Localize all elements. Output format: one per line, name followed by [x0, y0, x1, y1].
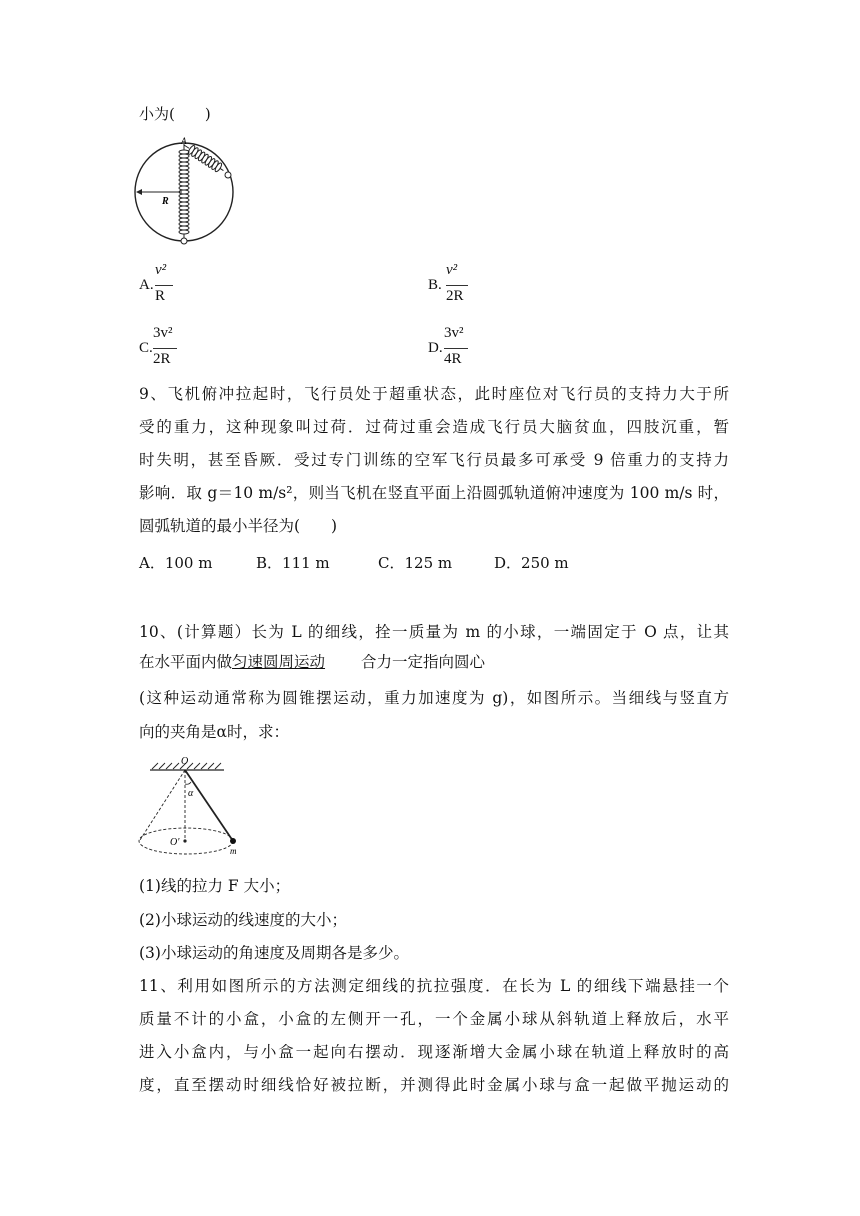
q9-line: 受的重力，这种现象叫过荷．过荷过重会造成飞行员大脑贫血，四肢沉重，暂	[139, 418, 729, 436]
q10-label-alpha: α	[188, 788, 194, 799]
q10-sub-1: (1)线的拉力 F 大小；	[139, 877, 291, 895]
q9-line: 9、飞机俯冲拉起时，飞行员处于超重状态，此时座位对飞行员的支持力大于所	[139, 385, 729, 403]
q10-underlined-term: 匀速圆周运动	[232, 653, 326, 671]
q8-label-r: R	[162, 196, 169, 207]
q10-label-o: O	[181, 756, 189, 767]
q10-sub-2: (2)小球运动的线速度的大小；	[139, 911, 347, 929]
q10-line: 10、(计算题）长为 L 的细线，拴一质量为 m 的小球，一端固定于 O 点，让其	[139, 623, 729, 641]
q10-label-o-prime: O'	[170, 837, 180, 848]
q11-line: 11、利用如图所示的方法测定细线的抗拉强度．在长为 L 的细线下端悬挂一个	[139, 977, 729, 995]
q9-line: 影响．取 g＝10 m/s²，则当飞机在竖直平面上沿圆弧轨道俯冲速度为 100 m/s 时，	[139, 484, 729, 502]
q9-option-c: C．125 m	[378, 554, 453, 572]
q10-note: 合力一定指向圆心	[361, 653, 486, 671]
q10-line: 向的夹角是α时，求：	[139, 723, 289, 741]
q8-spring-figure	[132, 136, 244, 250]
q10-label-m: m	[230, 846, 237, 856]
q11-line: 进入小盒内，与小盒一起向右摆动．现逐渐增大金属小球在轨道上释放时的高	[139, 1043, 729, 1061]
q10-line2: 在水平面内做匀速圆周运动 合力一定指向圆心	[139, 653, 486, 671]
q10-line: (这种运动通常称为圆锥摆运动，重力加速度为 g)，如图所示。当细线与竖直方	[139, 689, 729, 707]
q10-conical-pendulum-figure	[134, 754, 254, 858]
q9-line: 时失明，甚至昏厥．受过专门训练的空军飞行员最多可承受 9 倍重力的支持力	[139, 451, 729, 469]
q9-option-b: B．111 m	[256, 554, 330, 572]
q11-line: 度，直至摆动时细线恰好被拉断，并测得此时金属小球与盒一起做平抛运动的	[139, 1076, 729, 1094]
q10-sub-3: (3)小球运动的角速度及周期各是多少。	[139, 944, 409, 962]
q11-line: 质量不计的小盒，小盒的左侧开一孔，一个金属小球从斜轨道上释放后，水平	[139, 1010, 729, 1028]
q9-option-a: A．100 m	[139, 554, 213, 572]
q8-tail-text: 小为( )	[139, 105, 211, 123]
q9-option-d: D．250 m	[494, 554, 569, 572]
q9-line: 圆弧轨道的最小半径为( )	[139, 517, 338, 535]
q8-label-a: A	[181, 136, 187, 146]
